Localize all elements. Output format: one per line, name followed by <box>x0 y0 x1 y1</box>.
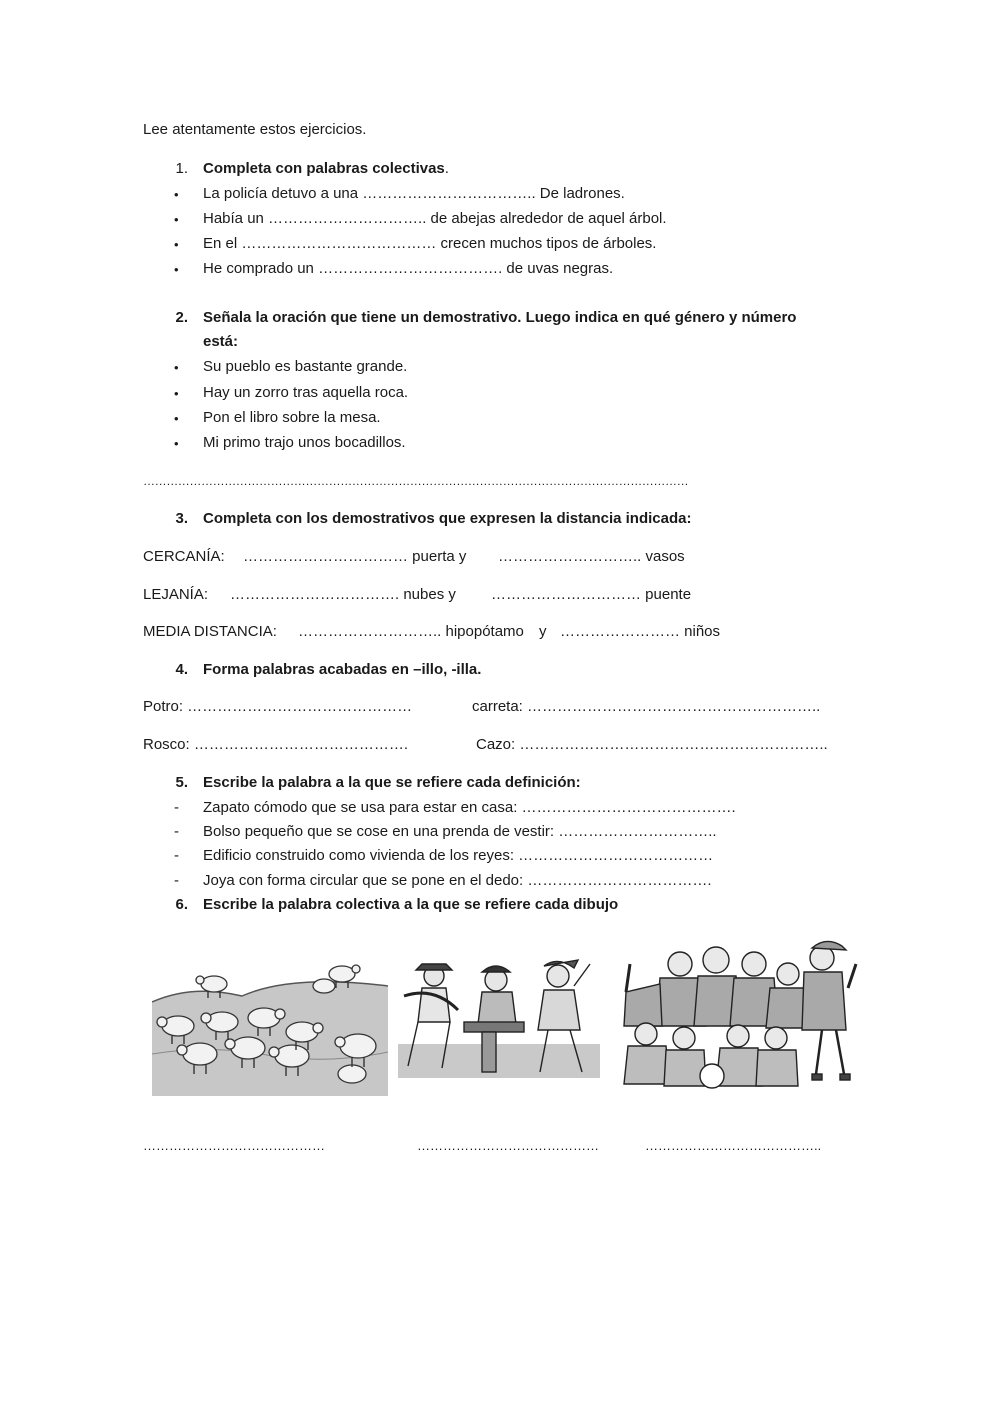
sheep-flock-illustration <box>152 944 388 1096</box>
ex1-number: 1. <box>175 160 188 177</box>
ex5-item-3: Edificio construido como vivienda de los reyes: ………………………………… <box>203 847 714 864</box>
ex2-title-line2: está: <box>203 333 239 350</box>
ex1-title-text: Completa con palabras colectivas <box>203 160 445 177</box>
ex3-number: 3. <box>175 510 188 527</box>
ex2-number: 2. <box>175 309 188 326</box>
ex2-item-2: Hay un zorro tras aquella roca. <box>203 384 409 401</box>
ex3-row-label-cercania: CERCANÍA: <box>143 548 225 565</box>
dash: - <box>174 799 179 816</box>
ex5-number: 5. <box>175 774 188 791</box>
ex3-row-lejania-b: ………………………… puente <box>491 586 692 603</box>
ex2-item-4: Mi primo trajo unos bocadillos. <box>203 434 406 451</box>
bullet: • <box>174 262 179 277</box>
dash: - <box>174 823 179 840</box>
ex1-title-end: . <box>444 160 449 177</box>
ex6-answer-2: …………………………………… <box>417 1138 599 1153</box>
ex4-cell-cazo: Cazo: …………………………………………………….. <box>476 736 828 753</box>
bullet: • <box>174 237 179 252</box>
ex2-item-3: Pon el libro sobre la mesa. <box>203 409 381 426</box>
ex6-answer-3: ………………………………….. <box>645 1138 822 1153</box>
ex2-item-1: Su pueblo es bastante grande. <box>203 358 408 375</box>
ex2-title-line1: Señala la oración que tiene un demostrativo. Luego indica en qué género y número <box>203 309 797 326</box>
dash: - <box>174 847 179 864</box>
ex4-title: Forma palabras acabadas en –illo, -illa. <box>203 661 482 678</box>
ex3-title: Completa con los demostrativos que expresen la distancia indicada: <box>203 510 692 527</box>
bullet: • <box>174 212 179 227</box>
ex4-number: 4. <box>175 661 188 678</box>
bullet: • <box>174 436 179 451</box>
ex4-cell-rosco: Rosco: ……………………………………. <box>143 736 409 753</box>
ex2-answer-line: …………………………………………………………………………………………………………………………… <box>143 474 689 488</box>
ex5-item-4: Joya con forma circular que se pone en el dedo: ………………………………. <box>203 872 712 889</box>
ex3-row-cercania-b: ……………………….. vasos <box>498 548 685 565</box>
bullet: • <box>174 360 179 375</box>
ex3-row-lejania-a: ……………………………. nubes y <box>230 586 456 603</box>
ex3-row-label-lejania: LEJANÍA: <box>143 586 209 603</box>
ex1-item-3: En el ………………………………… crecen muchos tipos de árboles. <box>203 235 657 252</box>
ex3-row-media-y: y <box>539 623 547 640</box>
sports-team-illustration <box>616 934 858 1096</box>
ex3-row-media-a: ……………………….. hipopótamo <box>298 623 524 640</box>
bullet: • <box>174 386 179 401</box>
ex1-item-1: La policía detuvo a una …………………………….. De ladrones. <box>203 185 625 202</box>
music-band-illustration <box>398 956 600 1086</box>
ex3-row-cercania-a: …………………………… puerta y <box>243 548 467 565</box>
intro-text: Lee atentamente estos ejercicios. <box>143 121 367 138</box>
ex6-title: Escribe la palabra colectiva a la que se refiere cada dibujo <box>203 896 619 913</box>
ex5-item-2: Bolso pequeño que se cose en una prenda de vestir: ………………………….. <box>203 823 717 840</box>
bullet: • <box>174 411 179 426</box>
ex5-title: Escribe la palabra a la que se refiere cada definición: <box>203 774 581 791</box>
ex1-title <box>203 160 449 177</box>
dash: - <box>174 872 179 889</box>
ex1-item-4: He comprado un ………………………………. de uvas negras. <box>203 260 614 277</box>
ex3-row-media-b: …………………… niños <box>560 623 721 640</box>
ex4-cell-potro: Potro: ……………………………………… <box>143 698 413 715</box>
ex4-cell-carreta: carreta: ………………………………………………….. <box>472 698 821 715</box>
ex5-item-1: Zapato cómodo que se usa para estar en casa: ……………………………………. <box>203 799 736 816</box>
ex6-number: 6. <box>175 896 188 913</box>
ex3-row-label-media: MEDIA DISTANCIA: <box>143 623 277 640</box>
ex6-answer-1: …………………………………… <box>143 1138 325 1153</box>
bullet: • <box>174 187 179 202</box>
ex1-item-2: Había un ………………………….. de abejas alrededor de aquel árbol. <box>203 210 667 227</box>
